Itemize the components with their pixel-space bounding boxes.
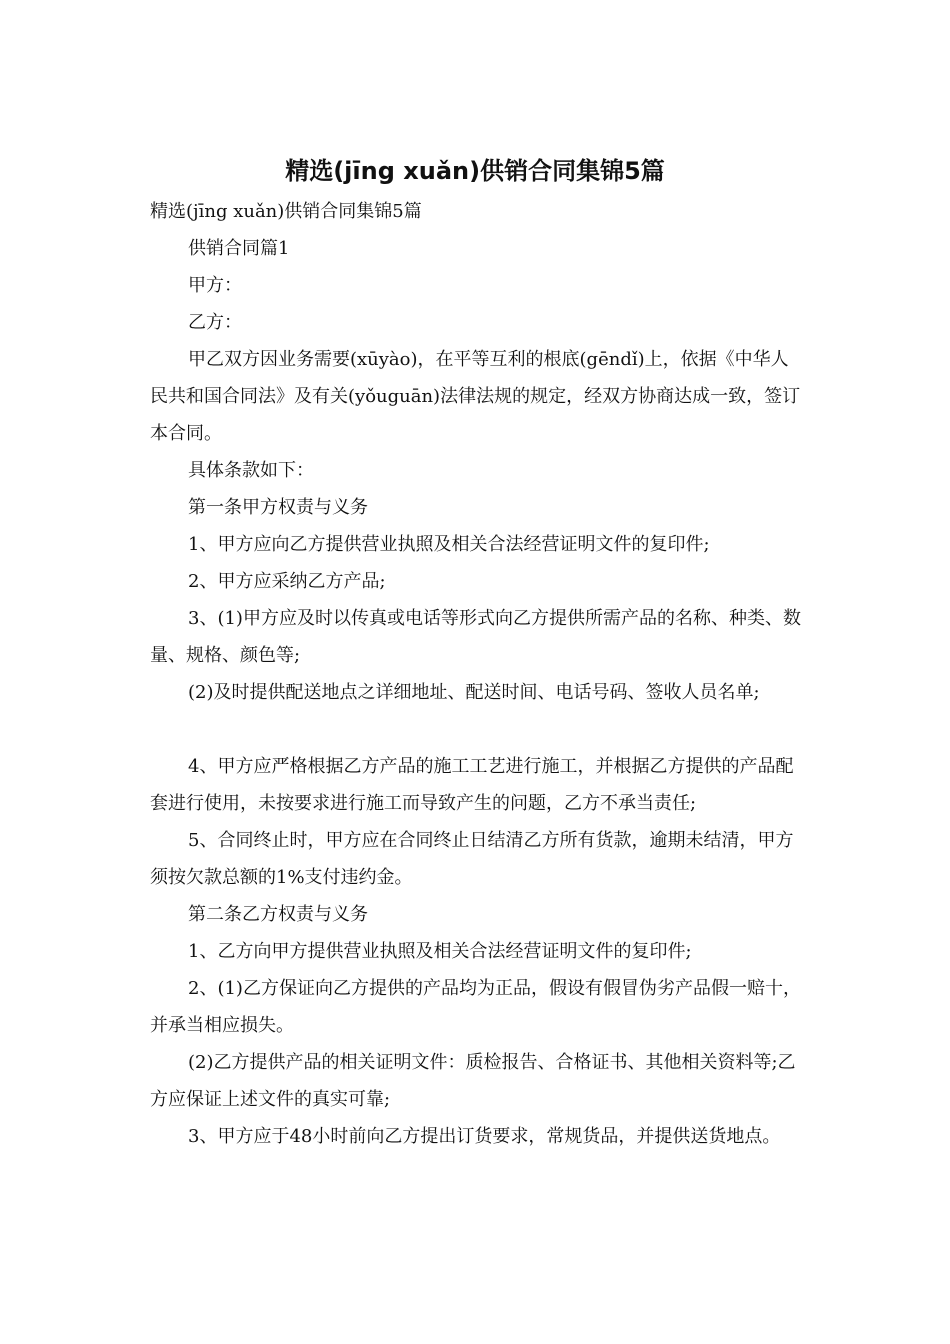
paragraph: 3、甲方应于48小时前向乙方提出订货要求，常规货品，并提供送货地点。 bbox=[188, 1126, 781, 1147]
party-a-line: 甲方： bbox=[188, 275, 242, 296]
document-body bbox=[150, 193, 805, 1155]
paragraph: 2、(1)乙方保证向乙方提供的产品均为正品，假设有假冒伪劣产品假一赔十，并承当相应损失。 bbox=[150, 978, 801, 1036]
paragraph: 3、(1)甲方应及时以传真或电话等形式向乙方提供所需产品的名称、种类、数量、规格、颜色等; bbox=[150, 608, 801, 666]
party-b-line: 乙方： bbox=[188, 312, 242, 333]
article-heading: 第二条乙方权责与义务 bbox=[188, 904, 368, 925]
section-heading: 供销合同篇1 bbox=[188, 238, 290, 259]
paragraph: 甲乙双方因业务需要(xūyào)，在平等互利的根底(gēndǐ)上，依据《中华人民共和国合同法》及有关(yǒuguān)法律法规的规定，经双方协商达成一致，签订本合同。 bbox=[150, 349, 801, 444]
paragraph: 1、甲方应向乙方提供营业执照及相关合法经营证明文件的复印件; bbox=[188, 534, 710, 555]
subtitle-line: 精选(jīng xuǎn)供销合同集锦5篇 bbox=[150, 201, 422, 222]
paragraph: (2)及时提供配送地点之详细地址、配送时间、电话号码、签收人员名单; bbox=[188, 682, 760, 703]
paragraph: 5、合同终止时，甲方应在合同终止日结清乙方所有货款，逾期未结清，甲方须按欠款总额的1%支付违约金。 bbox=[150, 830, 794, 888]
document-title: 精选(jīng xuǎn)供销合同集锦5篇 bbox=[285, 157, 665, 185]
paragraph: 2、甲方应采纳乙方产品; bbox=[188, 571, 386, 592]
paragraph: 具体条款如下： bbox=[188, 460, 314, 481]
paragraph: 1、乙方向甲方提供营业执照及相关合法经营证明文件的复印件; bbox=[188, 941, 692, 962]
paragraph: (2)乙方提供产品的相关证明文件：质检报告、合格证书、其他相关资料等;乙方应保证上述文件的真实可靠; bbox=[150, 1052, 796, 1110]
paragraph: 4、甲方应严格根据乙方产品的施工工艺进行施工，并根据乙方提供的产品配套进行使用，未按要求进行施工而导致产生的问题，乙方不承当责任; bbox=[150, 756, 794, 814]
article-heading: 第一条甲方权责与义务 bbox=[188, 497, 368, 518]
